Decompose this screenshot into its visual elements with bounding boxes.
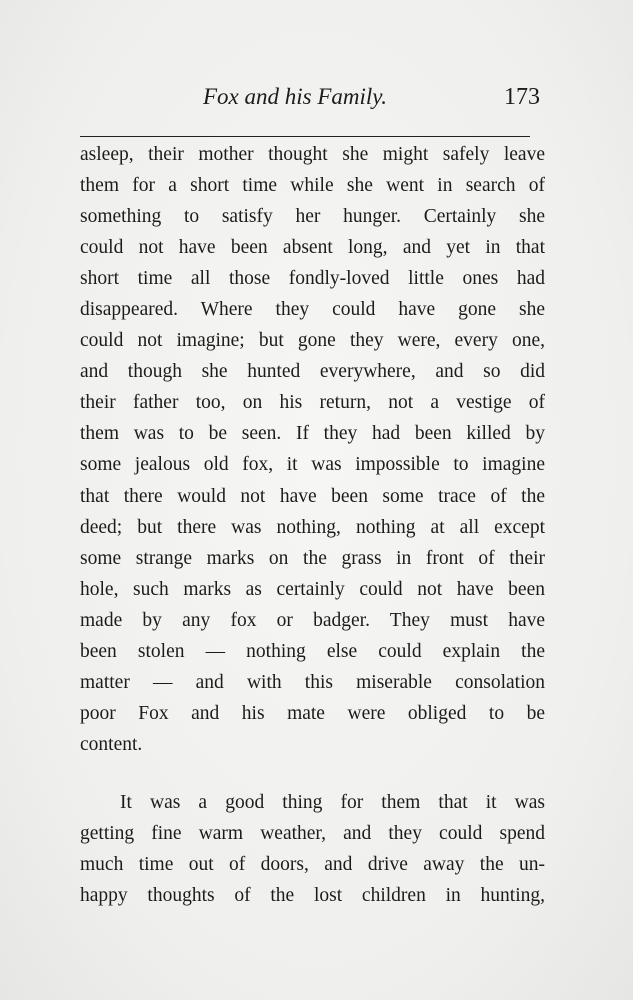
text-line: matter — and with this miserable consolation <box>80 671 545 693</box>
text-line: that there would not have been some trace of the <box>80 485 545 507</box>
text-line: asleep, their mother thought she might safely leave <box>80 144 545 165</box>
text-line: their father too, on his return, not a vestige of <box>80 392 545 414</box>
text-line: something to satisfy her hunger. Certainly she <box>80 206 545 228</box>
paragraph <box>80 139 545 760</box>
paragraph <box>80 787 545 911</box>
text-line: them was to be seen. If they had been killed by <box>80 423 545 445</box>
text-line: disappeared. Where they could have gone she <box>80 299 545 321</box>
text-line: been stolen — nothing else could explain the <box>80 640 545 662</box>
body-text <box>80 139 545 911</box>
text-line: It was a good thing for them that it was <box>120 791 545 813</box>
text-line: and though she hunted everywhere, and so did <box>80 361 545 383</box>
header-rule <box>80 136 530 137</box>
text-line: getting fine warm weather, and they could spend <box>80 822 545 844</box>
text-line: some strange marks on the grass in front of their <box>80 547 545 569</box>
text-line: short time all those fondly-loved little ones had <box>80 268 545 290</box>
text-line: happy thoughts of the lost children in hunting, <box>80 885 545 907</box>
paragraph-gap <box>80 760 545 787</box>
text-line: deed; but there was nothing, nothing at all except <box>80 516 545 538</box>
text-line: made by any fox or badger. They must have <box>80 609 545 631</box>
text-line: poor Fox and his mate were obliged to be <box>80 702 545 724</box>
text-line: some jealous old fox, it was impossible to imagine <box>80 454 545 476</box>
text-line: content. <box>80 733 143 755</box>
text-line: could not imagine; but gone they were, every one, <box>80 330 545 352</box>
text-line: could not have been absent long, and yet in that <box>80 237 545 259</box>
page-number: 173 <box>504 84 540 110</box>
text-line: them for a short time while she went in search of <box>80 175 545 197</box>
text-line: much time out of doors, and drive away the un- <box>80 854 545 876</box>
running-title: Fox and his Family. <box>203 84 387 109</box>
text-line: hole, such marks as certainly could not have been <box>80 578 545 600</box>
